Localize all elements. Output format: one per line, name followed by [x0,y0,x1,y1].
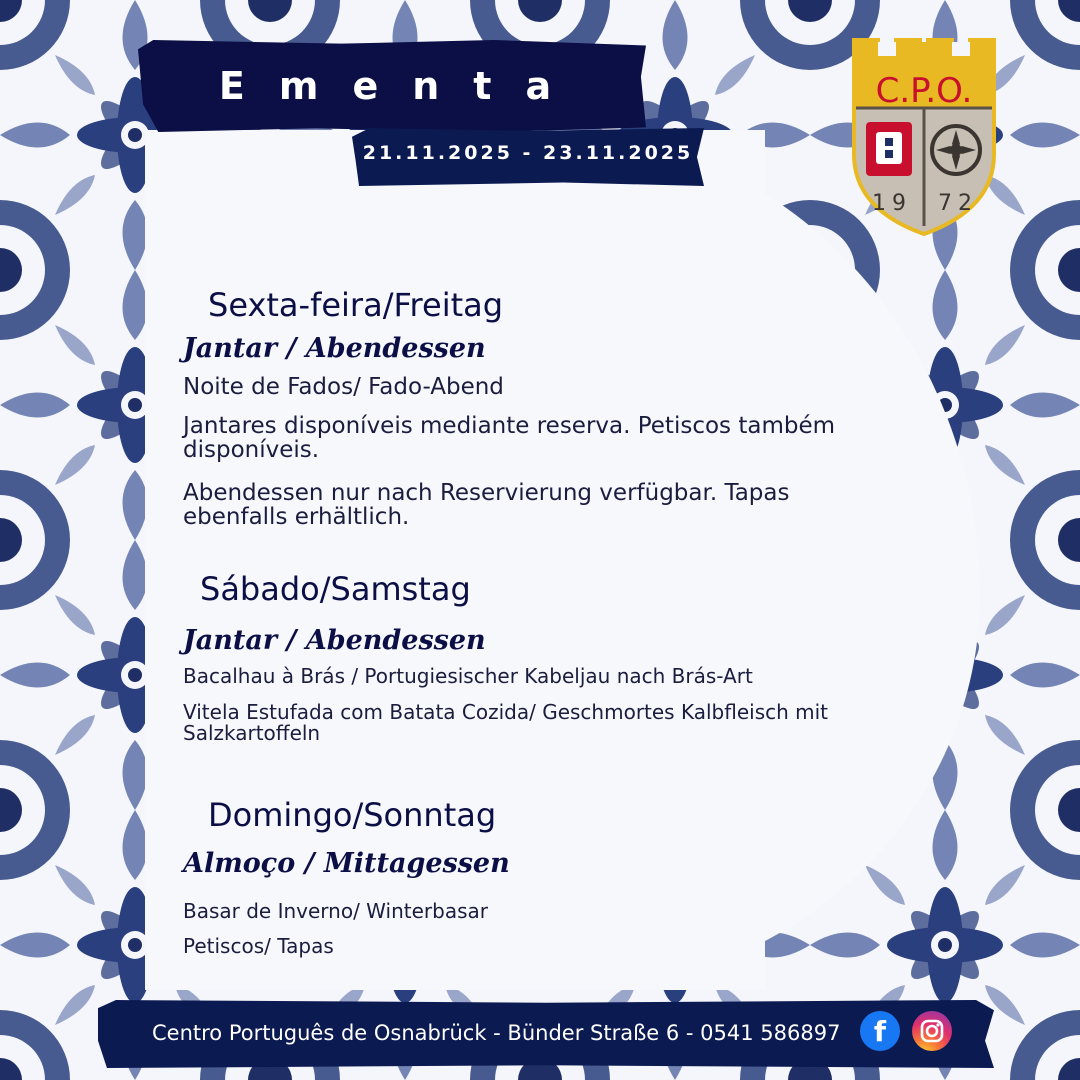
wheel-icon [932,126,980,174]
page-title: Ementa [218,64,586,108]
menu-item: Basar de Inverno/ Winterbasar [183,899,488,923]
logo-year-right: 72 [938,191,978,216]
menu-item: Abendessen nur nach Reservierung verfügbar. Tapas ebenfalls erhältlich. [183,480,790,531]
logo-year-left: 19 [872,191,912,216]
shield-icon [866,122,912,176]
footer-address: Centro Português de Osnabrück - Bünder Straße 6 - 0541 586897 [152,1021,841,1045]
menu-item: Petiscos/ Tapas [183,934,334,958]
day-saturday-title: Sábado/Samstag [200,570,471,608]
day-sunday-title: Domingo/Sonntag [208,796,497,834]
instagram-icon[interactable] [912,1011,952,1051]
menu-item: Jantares disponíveis mediante reserva. Petiscos também disponíveis. [183,413,836,464]
logo-text: C.P.O. [875,71,973,111]
menu-item: Noite de Fados/ Fado-Abend [183,374,504,400]
day-saturday-meal: Jantar / Abendessen [183,625,486,656]
cpo-logo [848,34,1000,240]
menu-item: Bacalhau à Brás / Portugiesischer Kabeljau nach Brás-Art [183,664,753,688]
day-sunday-meal: Almoço / Mittagessen [183,848,510,879]
facebook-icon[interactable]: f [860,1011,900,1051]
day-friday-title: Sexta-feira/Freitag [208,286,504,324]
menu-item: Vitela Estufada com Batata Cozida/ Geschmortes Kalbfleisch mit Salzkartoffeln [183,700,829,745]
date-range: 21.11.2025 - 23.11.2025 [362,142,694,164]
day-friday-meal: Jantar / Abendessen [183,333,486,364]
